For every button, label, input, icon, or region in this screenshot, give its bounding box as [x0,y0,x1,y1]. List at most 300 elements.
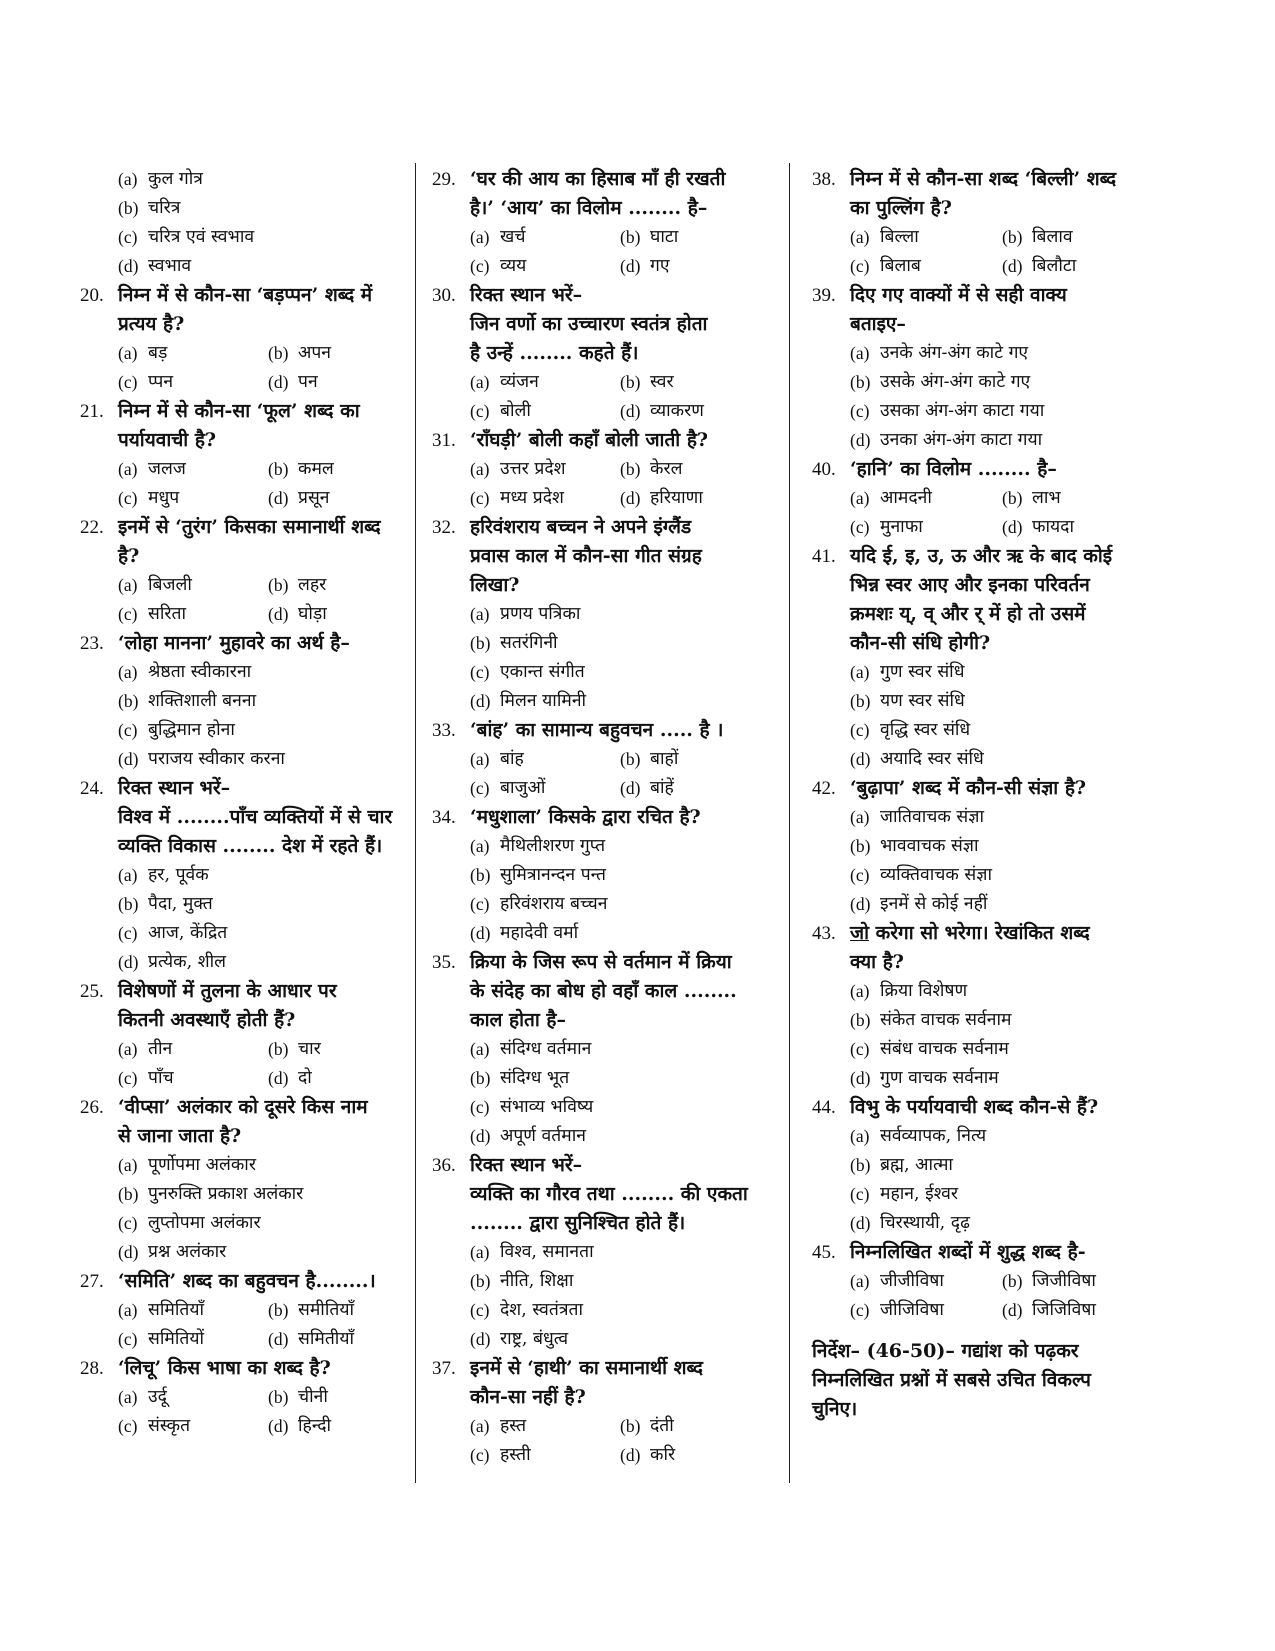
option-label: (a) [470,1242,490,1262]
question-41 [812,542,1164,774]
options [812,1122,1164,1238]
option-text: यण स्वर संधि [880,691,965,711]
option-item [850,832,1164,861]
option-item [620,252,770,281]
option-label: (b) [268,1039,289,1059]
option-item [470,1441,620,1470]
question-number: 29. [432,169,456,190]
options [432,1238,764,1354]
question-text [812,542,1164,658]
options [432,600,764,716]
question-number: 33. [432,720,456,741]
option-label: (d) [268,1068,289,1088]
option-text: प्रणय पत्रिका [500,604,581,624]
option-label: (a) [850,807,870,827]
question-line: काल होता है– [470,1009,566,1031]
option-text: लहर [298,575,327,595]
question-line: निम्न में से कौन-सा शब्द ‘बिल्ली’ शब्द [850,168,1117,190]
option-text: प्रश्न अलंकार [148,1242,227,1262]
option-text: खर्च [500,227,526,247]
option-item [620,223,770,252]
option-item [470,1035,764,1064]
question-line: के संदेह का बोध हो वहाँ काल ........ [470,980,737,1002]
question-line: यदि ई, इ, उ, ऊ और ऋ के बाद कोई [850,545,1113,567]
question-line: हरिवंशराय बच्चन ने अपने इंग्लैंड [470,516,692,538]
option-item [1002,223,1154,252]
option-item [470,397,620,426]
option-item [620,455,770,484]
question-line: रिक्त स्थान भरें– [118,777,231,799]
option-item [118,1296,268,1325]
option-text: गुण वाचक सर्वनाम [880,1068,999,1088]
question-line: क्या है? [850,951,904,973]
question-line: लिखा? [470,574,520,596]
column-1 [80,165,410,1441]
option-text: वृद्धि स्वर संधि [880,720,971,740]
option-text: देश, स्वतंत्रता [500,1300,583,1320]
question-line: निम्न में से कौन-सा ‘फूल’ शब्द का [118,400,360,422]
option-text: चीनी [298,1387,328,1407]
instruction-line: निम्नलिखित प्रश्नों में सबसे उचित विकल्प [812,1369,1091,1391]
option-text: विश्व, समानता [500,1242,594,1262]
option-text: प्रत्येक, शील [148,952,227,972]
option-item [620,1441,770,1470]
question-24 [80,774,410,977]
option-text: चरित्र एवं स्वभाव [148,227,255,247]
question-line: बताइए– [850,313,906,335]
option-item [470,1296,764,1325]
question-line: व्यक्ति विकास ........ देश में रहते हैं। [118,835,383,857]
options [812,658,1164,774]
question-line: निम्नलिखित शब्दों में शुद्ध शब्द है- [850,1241,1086,1263]
option-item [118,600,268,629]
option-label: (d) [620,401,641,421]
option-label: (b) [850,836,871,856]
option-label: (b) [268,1300,289,1320]
option-item [850,1151,1164,1180]
option-text: बांह [500,749,524,769]
option-text: हस्ती [500,1445,531,1465]
option-text: भाववाचक संज्ञा [880,836,979,856]
question-line: है? [118,545,140,567]
question-line: ‘हानि’ का विलोम ........ है– [850,458,1057,480]
option-text: संभाव्य भविष्य [500,1097,594,1117]
options [812,339,1164,455]
question-number: 38. [812,169,836,190]
option-item [1002,513,1154,542]
option-item [620,745,770,774]
option-label: (c) [470,1445,490,1465]
question-number: 35. [432,952,456,973]
question-line: ‘लोहा मानना’ मुहावरे का अर्थ है– [118,632,350,654]
option-label: (a) [470,227,490,247]
option-text: बिल्ला [880,227,919,247]
question-31 [432,426,764,513]
question-23 [80,629,410,774]
option-item [118,1035,268,1064]
question-number: 21. [80,401,104,422]
option-text: जातिवाचक संज्ञा [880,807,984,827]
option-item [470,455,620,484]
option-label: (c) [850,1039,870,1059]
option-text: चार [298,1039,321,1059]
option-text: कमल [298,459,334,479]
option-label: (d) [470,1126,491,1146]
option-text: जीजिविषा [880,1300,944,1320]
instruction-line: चुनिए। [812,1398,858,1420]
option-text: सरिता [148,604,187,624]
option-label: (b) [1002,1271,1023,1291]
option-item [850,1035,1164,1064]
option-text: दंती [650,1416,674,1436]
option-label: (a) [118,459,138,479]
option-item [470,890,764,919]
option-text: शक्तिशाली बनना [148,691,257,711]
option-text: मुनाफा [880,517,923,537]
option-text: बुद्धिमान होना [148,720,235,740]
question-text [80,629,410,658]
option-text: महादेवी वर्मा [500,923,579,943]
option-label: (a) [118,1300,138,1320]
option-label: (d) [268,372,289,392]
option-item [470,832,764,861]
option-text: उसका अंग-अंग काटा गया [880,401,1045,421]
column-divider-2 [789,163,790,1483]
option-text: सर्वव्यापक, नित्य [880,1126,987,1146]
option-text: समितीयाँ [298,1329,355,1349]
question-39 [812,281,1164,455]
option-text: संकेत वाचक सर्वनाम [880,1010,1012,1030]
option-text: अपन [298,343,332,363]
option-item [620,484,770,513]
option-label: (a) [850,1126,870,1146]
option-item [850,223,1002,252]
question-29 [432,165,764,281]
option-text: राष्ट्र, बंधुत्व [500,1329,569,1349]
question-line: विश्व में ........पाँच व्यक्तियों में से चार [118,806,393,828]
passage-instruction [812,1337,1164,1424]
option-label: (d) [118,256,139,276]
option-text: स्वभाव [148,256,192,276]
question-text [80,281,410,339]
option-text: बिलाब [880,256,921,276]
option-text: मध्य प्रदेश [500,488,564,508]
option-label: (c) [850,1300,870,1320]
question-text [812,774,1164,803]
option-label: (a) [470,372,490,392]
question-text [812,919,1164,977]
option-item [268,571,418,600]
question-text [432,426,764,455]
option-label: (d) [620,488,641,508]
question-line: ‘लिचू’ किस भाषा का शब्द है? [118,1357,331,1379]
option-text: घोड़ा [298,604,327,624]
question-line: प्रत्यय है? [118,313,185,335]
question-number: 23. [80,633,104,654]
option-label: (c) [470,1300,490,1320]
question-text [432,716,764,745]
option-label: (d) [118,1242,139,1262]
option-text: महान, ईश्वर [880,1184,959,1204]
options [80,1296,410,1354]
option-item [268,1296,418,1325]
question-number: 30. [432,285,456,306]
option-label: (d) [470,923,491,943]
option-text: कुल गोत्र [148,169,203,189]
option-label: (d) [1002,517,1023,537]
option-item [268,1325,418,1354]
option-text: बिजली [148,575,192,595]
option-text: अपूर्ण वर्तमान [500,1126,586,1146]
option-text: आज, केंद्रित [148,923,228,943]
option-label: (c) [118,1329,138,1349]
option-item [850,1180,1164,1209]
option-label: (b) [118,691,139,711]
question-text [432,1354,764,1412]
option-label: (d) [470,1329,491,1349]
option-item [118,1180,410,1209]
option-item [620,397,770,426]
option-text: बाहों [650,749,679,769]
option-item [850,426,1164,455]
option-item [118,716,410,745]
question-number: 28. [80,1358,104,1379]
option-label: (d) [1002,1300,1023,1320]
question-line: ‘राँघड़ी’ बोली कहाँ बोली जाती है? [470,429,709,451]
option-label: (a) [470,604,490,624]
option-text: बाजुओं [500,778,546,798]
question-28 [80,1354,410,1441]
option-item [850,397,1164,426]
question-line: क्रमशः य्, व् और र् में हो तो उसमें [850,603,1086,625]
option-item [850,861,1164,890]
option-item [118,890,410,919]
option-label: (b) [268,1387,289,1407]
option-label: (a) [118,1387,138,1407]
question-32 [432,513,764,716]
question-number: 25. [80,981,104,1002]
option-item [118,948,410,977]
instruction-line: निर्देश– (46-50)– गद्यांश को पढ़कर [812,1340,1079,1362]
option-text: एकान्त संगीत [500,662,585,682]
question-45 [812,1238,1164,1325]
option-label: (a) [118,1155,138,1175]
question-33 [432,716,764,803]
option-item [850,1006,1164,1035]
question-number: 36. [432,1155,456,1176]
options [812,484,1164,542]
option-label: (d) [850,1213,871,1233]
option-label: (c) [118,720,138,740]
option-label: (c) [118,923,138,943]
question-line: प्रवास काल में कौन-सा गीत संग्रह [470,545,702,567]
question-22 [80,513,410,629]
option-label: (c) [470,662,490,682]
question-text [432,513,764,600]
option-item [470,1267,764,1296]
option-item [118,919,410,948]
question-number: 40. [812,459,836,480]
question-number: 41. [812,546,836,567]
option-label: (b) [1002,488,1023,508]
options [432,455,764,513]
option-label: (a) [850,662,870,682]
option-text: मधुप [148,488,180,508]
option-label: (d) [470,691,491,711]
option-item [850,977,1164,1006]
question-34 [432,803,764,948]
question-text [80,1267,410,1296]
option-item [470,600,764,629]
option-text: पन [298,372,318,392]
option-item [1002,1267,1154,1296]
underlined-word: जो [850,922,870,944]
options [432,1412,764,1470]
option-item [850,339,1164,368]
option-label: (a) [470,1039,490,1059]
option-label: (b) [118,1184,139,1204]
question-number: 27. [80,1271,104,1292]
question-number: 32. [432,517,456,538]
options [812,977,1164,1093]
option-label: (c) [850,517,870,537]
question-number: 45. [812,1242,836,1263]
option-item [470,745,620,774]
option-item [118,861,410,890]
question-42 [812,774,1164,919]
option-item [850,1209,1164,1238]
option-label: (c) [118,1416,138,1436]
option-text: सुमित्रानन्दन पन्त [500,865,607,885]
option-label: (a) [850,488,870,508]
option-label: (c) [470,256,490,276]
question-line: विशेषणों में तुलना के आधार पर [118,980,337,1002]
option-text: हिन्दी [298,1416,332,1436]
question-35 [432,948,764,1151]
option-item [1002,1296,1154,1325]
option-item [118,1412,268,1441]
option-text: जिजीविषा [1032,1271,1096,1291]
question-text [432,1151,764,1238]
question-27 [80,1267,410,1354]
question-line: का पुल्लिंग है? [850,197,952,219]
option-label: (d) [850,1068,871,1088]
option-item [470,1093,764,1122]
question-line: कौन-सी संधि होगी? [850,632,991,654]
option-item [850,513,1002,542]
option-text: बिलौटा [1032,256,1077,276]
option-label: (b) [620,1416,641,1436]
question-line: ‘मधुशाला’ किसके द्वारा रचित है? [470,806,701,828]
option-item [850,484,1002,513]
option-text: उसके अंग-अंग काटे गए [880,372,1031,392]
question-line: पर्यायवाची है? [118,429,217,451]
question-line: इनमें से ‘हाथी’ का समानार्थी शब्द [470,1357,703,1379]
question-line: व्यक्ति का गौरव तथा ........ की एकता [470,1183,748,1205]
option-text: जीजीविषा [880,1271,944,1291]
option-label: (c) [470,401,490,421]
question-text [812,455,1164,484]
question-number: 24. [80,778,104,799]
option-item [118,223,410,252]
question-text [432,165,764,223]
option-label: (b) [1002,227,1023,247]
option-label: (d) [620,256,641,276]
option-label: (a) [470,1416,490,1436]
option-label: (c) [850,401,870,421]
question-line: रिक्त स्थान भरें– [470,284,583,306]
options [432,832,764,948]
question-line: ‘वीप्सा’ अलंकार को दूसरे किस नाम [118,1096,368,1118]
option-label: (b) [470,1271,491,1291]
option-label: (b) [470,865,491,885]
option-item [118,658,410,687]
option-item [850,1122,1164,1151]
option-item [118,1238,410,1267]
option-label: (d) [850,749,871,769]
option-label: (a) [118,1039,138,1059]
option-item [470,252,620,281]
question-line: ‘समिति’ शब्द का बहुवचन है........। [118,1270,376,1292]
option-text: समीतियाँ [298,1300,355,1320]
option-text: बड़ [148,343,168,363]
option-text: पाँच [148,1068,174,1088]
option-item [470,1238,764,1267]
option-item [850,1064,1164,1093]
option-item [118,1383,268,1412]
option-item [850,687,1164,716]
option-text: जलज [148,459,186,479]
option-label: (d) [850,894,871,914]
option-text: अयादि स्वर संधि [880,749,984,769]
option-text: मैथिलीशरण गुप्त [500,836,606,856]
question-text [80,397,410,455]
question-26 [80,1093,410,1267]
option-text: चिरस्थायी, दृढ़ [880,1213,970,1233]
option-item [268,455,418,484]
option-text: केरल [650,459,683,479]
question-number: 31. [432,430,456,451]
question-line: है उन्हें ........ कहते हैं। [470,342,639,364]
option-label: (c) [118,1068,138,1088]
option-label: (a) [118,169,138,189]
option-label: (b) [620,459,641,479]
option-text: तीन [148,1039,173,1059]
question-line: विभु के पर्यायवाची शब्द कौन-से हैं? [850,1096,1099,1118]
option-item [470,629,764,658]
option-item [850,1267,1002,1296]
option-label: (d) [620,778,641,798]
option-text: उर्दू [148,1387,167,1407]
question-text [80,513,410,571]
question-text [432,803,764,832]
question-21 [80,397,410,513]
option-label: (a) [850,981,870,1001]
option-text: उनका अंग-अंग काटा गया [880,430,1043,450]
option-text: प्पन [148,372,174,392]
option-text: हस्त [500,1416,527,1436]
question-line: कौन-सा नहीं है? [470,1386,586,1408]
question-number: 42. [812,778,836,799]
question-line: ‘बांह’ का सामान्य बहुवचन ..... है । [470,719,724,741]
option-text: उनके अंग-अंग काटे गए [880,343,1029,363]
option-label: (c) [118,488,138,508]
option-item [268,339,418,368]
option-label: (b) [850,372,871,392]
question-20 [80,281,410,397]
continued-options [80,165,410,281]
option-item [118,1064,268,1093]
